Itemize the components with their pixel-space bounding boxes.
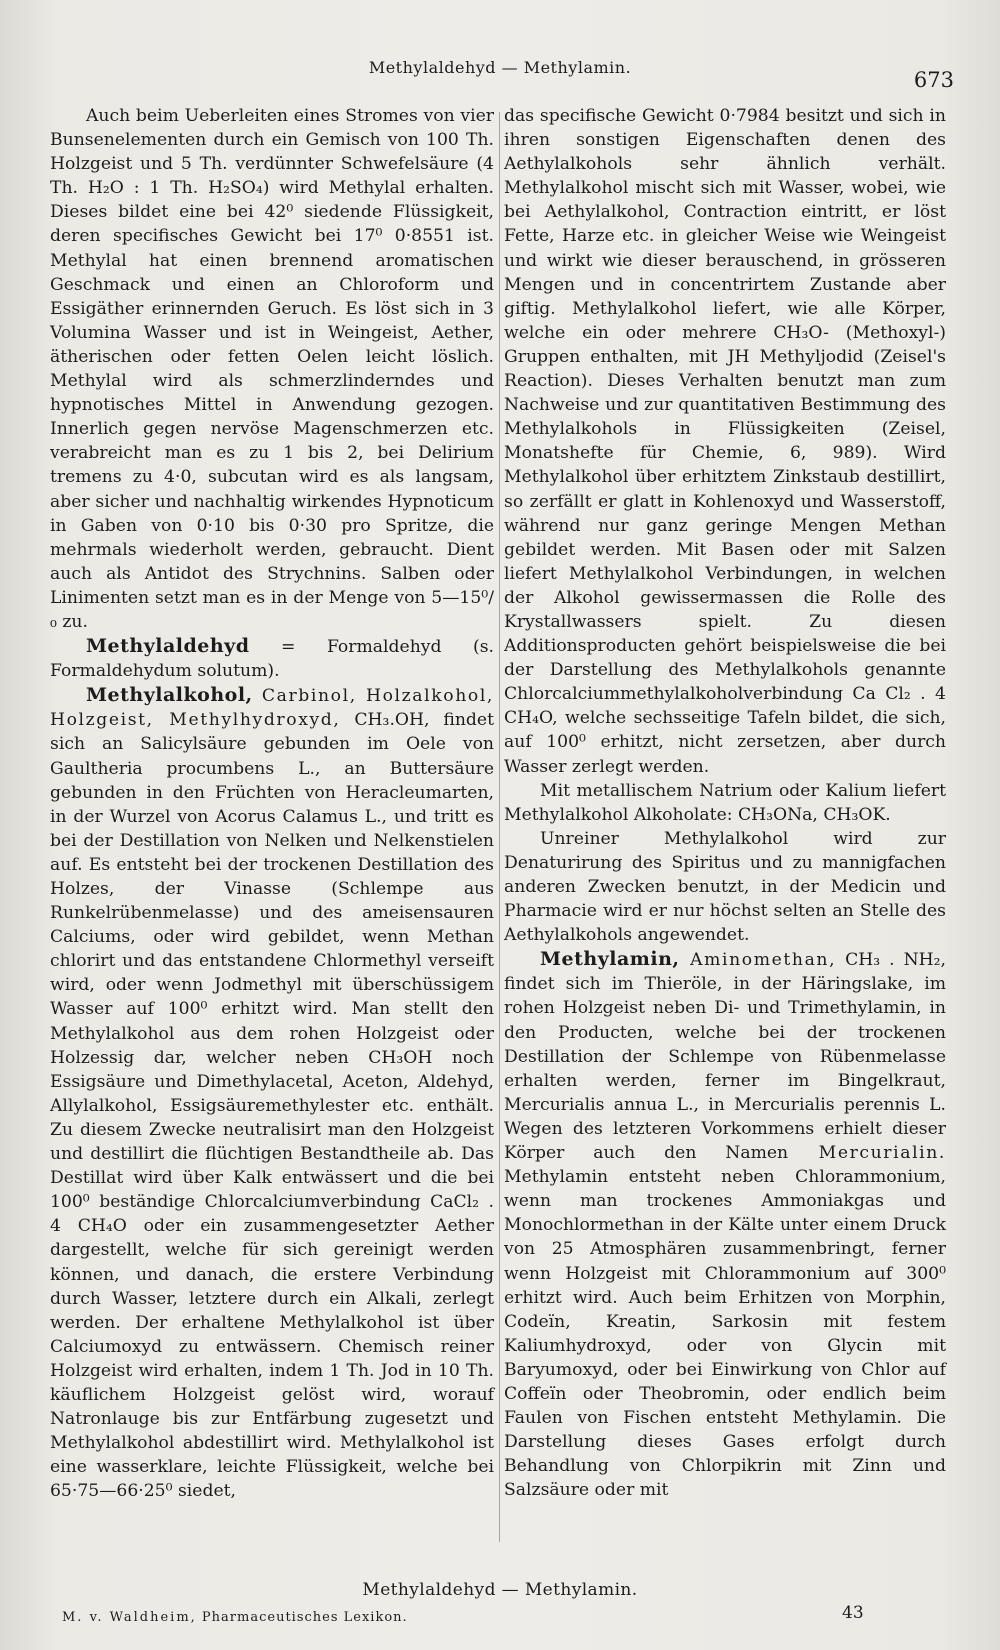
entry-formula-methylalkohol: CH₃.OH, xyxy=(340,710,430,731)
right-column xyxy=(504,104,946,1502)
running-foot: Methylaldehyd — Methylamin. xyxy=(362,1580,638,1600)
entry-headword-methylaldehyd: Methylaldehyd xyxy=(86,635,250,658)
entry-methylaldehyd xyxy=(50,634,494,683)
entry-text-methylamin-cont: Methylamin entsteht neben Chlorammonium, wenn man trockenes Ammoniakgas und Monochlormethan in der Kälte unter einem Druck von 25 Atmosphären zusammenbringt, ferner wenn Holzgeist mit Chlorammonium auf 300⁰ erhitzt wird. Auch beim Erhitzen von Morphin, Codeïn, Kreatin, Sarkosin mit festem Kaliumhydroxyd, oder von Glycin mit Baryumoxyd, oder bei Einwirkung von Chlor auf Coffeïn oder Theobromin, oder endlich beim Faulen von Fischen entsteht Methylamin. Die Darstellung dieses Gases erfolgt durch Behandlung von Chlorpikrin mit Zinn und Salzsäure oder mit xyxy=(504,1167,946,1501)
entry-text-methylaldehyd: = Formaldehyd (s. Formaldehydum solutum). xyxy=(50,637,494,682)
denaturation-paragraph: Unreiner Methylalkohol wird zur Denaturirung des Spiritus und zu mannigfachen anderen Zwecken benutzt, in der Medicin und Pharmacie wird er nur höchst selten an Stelle des Aethylalkohols angewendet. xyxy=(504,828,946,946)
entry-headword-methylalkohol: Methylalkohol, xyxy=(86,684,253,707)
entry-methylamin xyxy=(504,947,946,1502)
entry-methylalkohol xyxy=(50,683,494,1503)
entry-headword-methylamin: Methylamin, xyxy=(540,948,680,971)
imprint-author: M. v. Waldheim, xyxy=(62,1610,197,1625)
entry-text-methylamin: CH₃ . NH₂, findet sich im Thieröle, in der Häringslake, im rohen Holzgeist neben Di- und Trimethylamin, in den Producten, welche bei der trockenen Destillation der Schlempe von Rübenmelasse erhalten werden, ferner im Bingelkraut, Mercurialis annua L., in Mercurialis perennis L. Wegen des letzteren Vorkommens erhielt dieser Körper auch den Namen xyxy=(504,950,946,1164)
alkoholate-paragraph: Mit metallischem Natrium oder Kalium liefert Methylalkohol Alkoholate: CH₃ONa, CH₃OK. xyxy=(504,780,946,825)
signature-number: 43 xyxy=(842,1603,864,1623)
left-column xyxy=(50,104,494,1503)
column-divider xyxy=(499,112,500,1542)
entry-synonyms-methylalkohol: Carbinol, Holzalkohol, Holzgeist, Methylhydroxyd, xyxy=(50,686,494,731)
page-number: 673 xyxy=(913,68,954,92)
entry-term-mercurialin: Mercurialin. xyxy=(788,1143,946,1164)
methylal-paragraph: Auch beim Ueberleiten eines Stromes von vier Bunsenelementen durch ein Gemisch von 100 Th. Holzgeist und 5 Th. verdünnter Schwefelsäure (4 Th. H₂O : 1 Th. H₂SO₄) wird Methylal erhalten. Dieses bildet eine bei 42⁰ siedende Flüssigkeit, deren specifisches Gewicht bei 17⁰ 0·8551 ist. Methylal hat einen brennend aromatischen Geschmack und einen an Chloroform und Essigäther erinnernden Geruch. Es löst sich in 3 Volumina Wasser und ist in Weingeist, Aether, ätherischen oder fetten Oelen leicht löslich. Methylal wird als schmerzlinderndes und hypnotisches Mittel in Anwendung gezogen. Innerlich gegen nervöse Magenschmerzen etc. verabreicht man es zu 1 bis 2, bei Delirium tremens zu 4·0, subcutan wird es als langsam, aber sicher und nachhaltig wirkendes Hypnoticum in Gaben von 0·10 bis 0·30 pro Spritze, die mehrmals wiederholt werden, gebraucht. Dient auch als Antidot des Strychnins. Salben oder Linimenten setzt man es in der Menge von 5—15⁰/₀ zu. xyxy=(50,106,494,632)
methylalkohol-continuation: das specifische Gewicht 0·7984 besitzt und sich in ihren sonstigen Eigenschaften denen des Aethylalkohols sehr ähnlich verhält. Methylalkohol mischt sich mit Wasser, wobei, wie bei Aethylalkohol, Contraction eintritt, er löst Fette, Harze etc. in gleicher Weise wie Weingeist und wirkt wie dieser berauschend, in grösseren Mengen und in concentrirtem Zustande aber giftig. Methylalkohol liefert, wie alle Körper, welche ein oder mehrere CH₃O- (Methoxyl-) Gruppen enthalten, mit JH Methyljodid (Zeisel's Reaction). Dieses Verhalten benutzt man zum Nachweise und zur quantitativen Bestimmung des Methylalkohols in Flüssigkeiten (Zeisel, Monatshefte für Chemie, 6, 989). Wird Methylalkohol über erhitztem Zinkstaub destillirt, so zerfällt er glatt in Kohlenoxyd und Wasserstoff, während nur ganz geringe Mengen Methan gebildet werden. Mit Basen oder mit Salzen liefert Methylalkohol Verbindungen, in welchen der Alkohol gewissermassen die Rolle des Krystallwassers spielt. Zu diesen Additionsproducten gehört beispielsweise die bei der Darstellung des Methylalkohols genannte Chlorcalciummethylalkoholverbindung Ca Cl₂ . 4 CH₄O, welche sechsseitige Tafeln bildet, die sich, auf 100⁰ erhitzt, nicht zersetzen, aber durch Wasser zerlegt werden. xyxy=(504,106,946,777)
imprint-title: Pharmaceutisches Lexikon. xyxy=(196,1610,408,1625)
running-head: Methylaldehyd — Methylamin. xyxy=(368,58,632,77)
entry-synonym-methylamin: Aminomethan, xyxy=(679,950,837,971)
imprint xyxy=(62,1610,408,1625)
entry-text-methylalkohol: findet sich an Salicylsäure gebunden im Oele von Gaultheria procumbens L., an Buttersäure gebunden in den Früchten von Heracleumarten, in der Wurzel von Acorus Calamus L., und tritt es bei der Destillation von Nelken und Nelkenstielen auf. Es entsteht bei der trockenen Destillation des Holzes, der Vinasse (Schlempe aus Runkelrübenmelasse) und des ameisensauren Calciums, oder wird gebildet, wenn Methan chlorirt und das entstandene Chlormethyl verseift wird, oder wenn Jodmethyl mit überschüssigem Wasser auf 100⁰ erhitzt wird. Man stellt den Methylalkohol aus dem rohen Holzgeist oder Holzessig dar, welcher neben CH₃OH noch Essigsäure und Dimethylacetal, Aceton, Aldehyd, Allylalkohol, Essigsäuremethylester etc. enthält. Zu diesem Zwecke neutralisirt man den Holzgeist und destillirt die flüchtigen Bestandtheile ab. Das Destillat wird über Kalk entwässert und die bei 100⁰ beständige Chlorcalciumverbindung CaCl₂ . 4 CH₄O oder ein zusammengesetzter Aether dargestellt, welche für sich gereinigt werden können, und danach, die erstere Verbindung durch Wasser, letztere durch ein Alkali, zerlegt werden. Der erhaltene Methylalkohol ist über Calciumoxyd zu entwässern. Chemisch reiner Holzgeist wird erhalten, indem 1 Th. Jod in 10 Th. käuflichem Holzgeist gelöst wird, worauf Natronlauge bis zur Entfärbung zugesetzt und Methylalkohol abdestillirt wird. Methylalkohol ist eine wasserklare, leichte Flüssigkeit, welche bei 65·75—66·25⁰ siedet, xyxy=(50,710,495,1502)
